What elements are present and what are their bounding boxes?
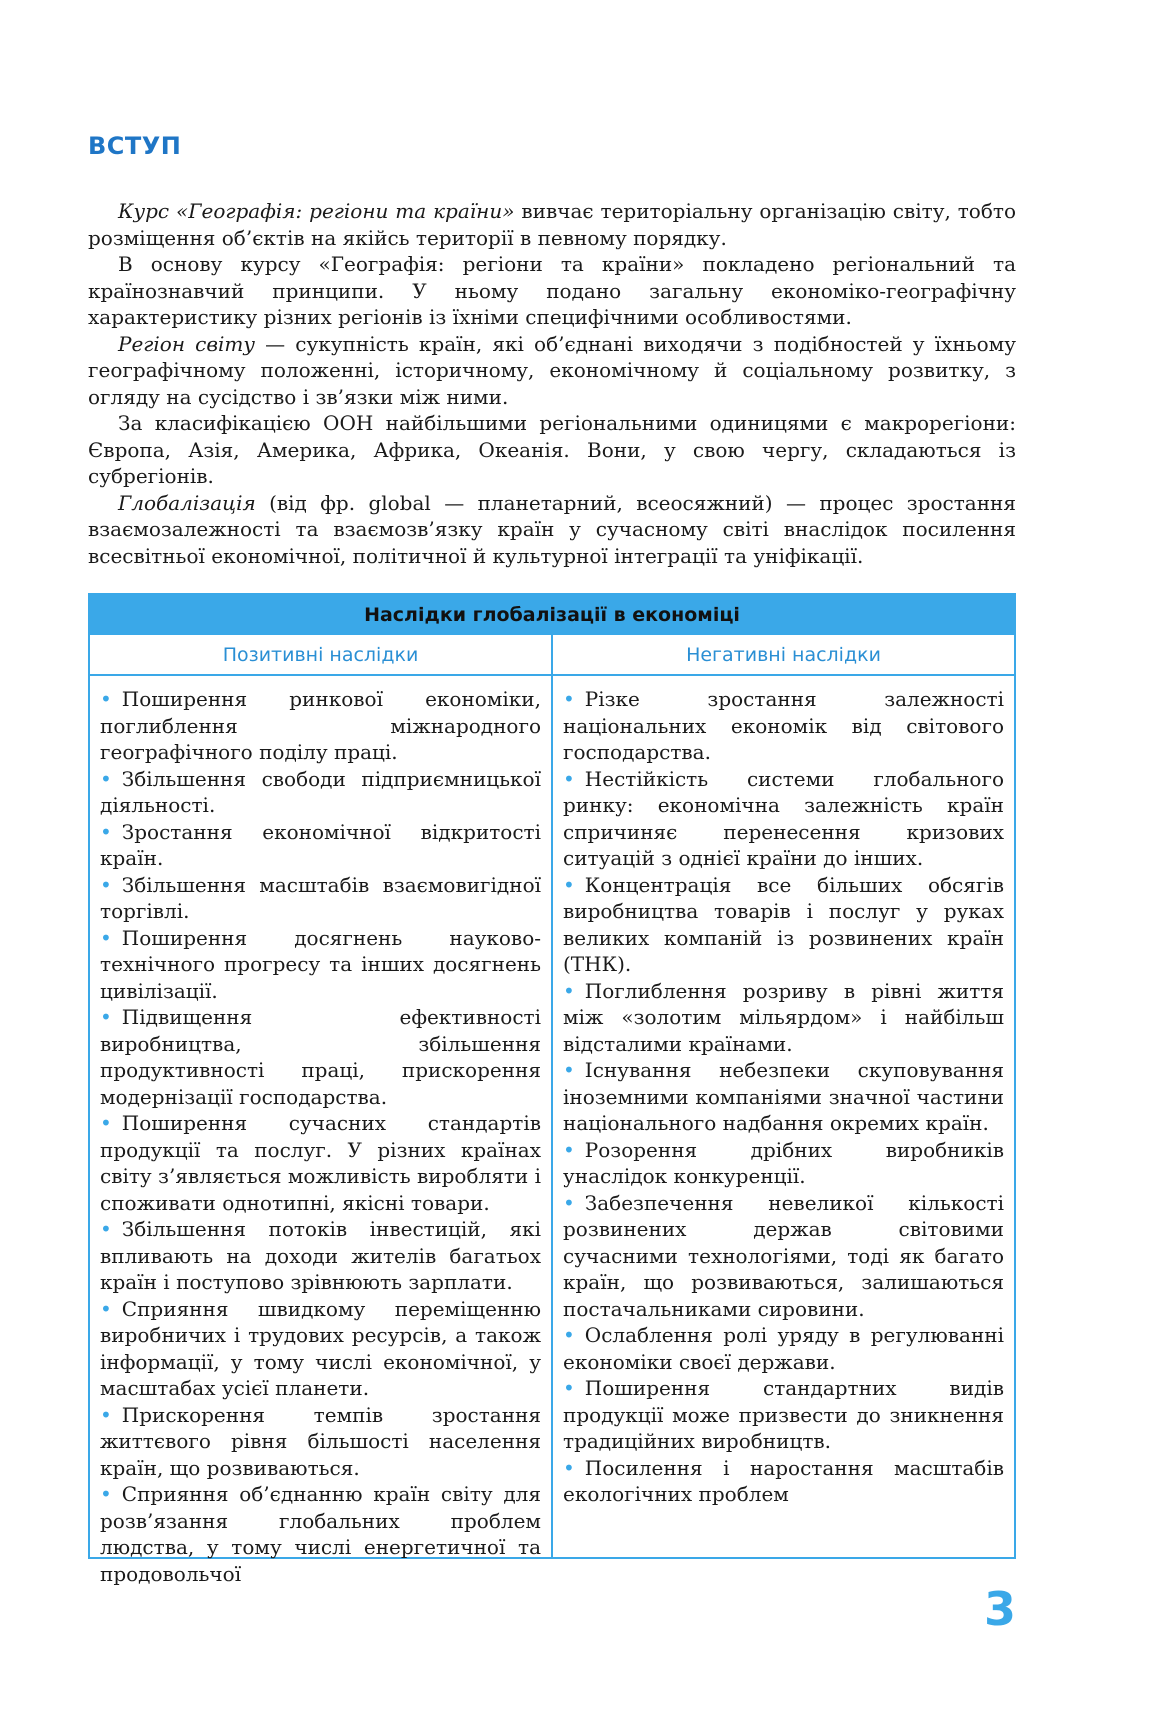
positive-item [100,1004,541,1110]
negative-item-text: Посилення і наростання масштабів екологічних проблем [563,1455,1004,1506]
bullet-icon: • [100,925,112,950]
positive-item [100,819,541,872]
table-title: Наслідки глобалізації в економіці [90,595,1014,635]
bullet-icon: • [100,1482,112,1506]
negative-item-text: Концентрація все більших обсягів виробництва товарів і послуг у руках великих компаній із розвинених країн (ТНК). [563,872,1004,976]
negative-item-text: Різке зростання залежності національних економік від світового господарства. [563,687,1004,764]
negative-item-text: Існування небезпеки скуповування іноземними компаніями значної частини національного надбання окремих країн. [563,1058,1004,1135]
positive-item-text: Збільшення масштабів взаємовигідної торгівлі. [100,872,541,923]
bullet-icon: • [100,872,112,897]
bullet-icon: • [100,1111,112,1135]
positive-item [100,686,541,766]
positive-item-text: Підвищення ефективності виробництва, збільшення продуктивності праці, прискорення модернізації господарства. [100,1005,541,1109]
bullet-icon: • [563,1190,575,1215]
positive-item [100,925,541,1005]
section-heading: ВСТУП [88,132,182,160]
negative-item-text: Поширення стандартних видів продукції може призвести до зникнення традиційних виробництв. [563,1376,1004,1453]
consequences-table [88,593,1016,1586]
negative-item [563,1190,1004,1323]
bullet-icon: • [100,1296,112,1321]
negative-item-text: Поглиблення розриву в рівні життя між «золотим мільярдом» і найбільш відсталими країнами. [563,978,1004,1056]
positive-item [100,1296,541,1402]
term-region: Регіон світу [118,331,255,356]
positive-column [90,676,553,1586]
negative-item [563,1322,1004,1375]
bullet-icon: • [100,766,112,791]
positive-item [100,1216,541,1296]
negative-item-text: Ослаблення ролі уряду в регулюванні економіки своєї держави. [563,1323,1004,1374]
positive-item [100,1481,541,1587]
bullet-icon: • [563,1137,575,1162]
bullet-icon: • [563,1323,575,1347]
positive-item [100,872,541,925]
negative-item-text: Забезпечення невеликої кількості розвинених держав світовими сучасними технологіями, тоді як багато країн, що розвиваються, залишаються постачальниками сировини. [563,1190,1004,1321]
term-globalization: Глобалізація [118,490,256,515]
bullet-icon: • [563,872,575,897]
intro-text [88,198,1016,569]
intro-paragraph-4: За класифікацією ООН найбільшими регіональними одиницями є макрорегіони: Європа, Азія, Америка, Африка, Океанія. Вони, у свою чергу, складаються із субрегіонів. [88,411,1016,488]
intro-paragraph-1-text: вивчає територіальну організацію світу, тобто розміщення об’єктів на якійсь території в певному порядку. [88,199,1016,250]
positive-item-text: Поширення сучасних стандартів продукції та послуг. У різних країнах світу з’являється можливість виробляти і споживати однотипні, якісні товари. [100,1111,541,1215]
table-header-row [90,635,1014,676]
positive-item-text: Сприяння швидкому переміщенню виробничих і трудових ресурсів, а також інформації, у тому числі економічної, у масштабах усієї планети. [100,1296,541,1400]
negative-item [563,872,1004,978]
intro-paragraph-5-text: (від фр. global — планетарний, всеосяжний) — процес зростання взаємозалежності та взаємозв’язку країн у сучасному світі внаслідок посилення всесвітньої економічної, політичної й культурної інтеграції та уніфікації. [88,490,1016,568]
positive-item-text: Прискорення темпів зростання життєвого рівня більшості населення країн, що розвиваються. [100,1402,541,1480]
negative-item [563,1137,1004,1190]
positive-item [100,766,541,819]
bullet-icon: • [100,1402,112,1427]
negative-item [563,1057,1004,1137]
negative-item [563,766,1004,872]
negative-item [563,1455,1004,1508]
negative-item-text: Нестійкість системи глобального ринку: економічна залежність країн спричиняє перенесення кризових ситуацій з однієї країни до інших. [563,766,1004,870]
bullet-icon: • [100,819,112,844]
negative-column [553,676,1014,1557]
negative-item [563,1375,1004,1455]
bullet-icon: • [563,766,575,791]
intro-paragraph-1 [88,198,1016,251]
positive-item-text: Збільшення потоків інвестицій, які впливають на доходи жителів багатьох країн і поступово зрівнюють зарплати. [100,1217,541,1294]
intro-paragraph-3-text: — сукупність країн, які об’єднані виходячи з подібностей у їхньому географічному положенні, історичному, економічному й соціальному розвитку, з огляду на сусідство і зв’язки між ними. [88,331,1016,409]
bullet-icon: • [563,687,575,711]
negative-item [563,686,1004,766]
bullet-icon: • [100,1005,112,1029]
positive-header: Позитивні наслідки [90,635,553,674]
table-body-row [90,676,1014,1586]
bullet-icon: • [100,687,112,711]
intro-paragraph-2: В основу курсу «Географія: регіони та країни» покладено регіональний та країнознавчий принципи. У ньому подано загальну економіко-географічну характеристику різних регіонів із їхніми специфічними особливостями. [88,252,1016,329]
positive-item [100,1402,541,1482]
negative-item [563,978,1004,1058]
positive-item-text: Сприяння об’єднанню країн світу для розв’язання глобальних проблем людства, у тому числі енергетичної та продовольчої [100,1482,541,1586]
positive-item-text: Збільшення свободи підприємницької діяльності. [100,766,541,817]
intro-paragraph-3 [88,331,1016,411]
positive-item-text: Поширення досягнень науково-технічного прогресу та інших досягнень цивілізації. [100,925,541,1003]
bullet-icon: • [563,978,575,1003]
bullet-icon: • [563,1455,575,1480]
intro-paragraph-5 [88,490,1016,570]
negative-item-text: Розорення дрібних виробників унаслідок конкуренції. [563,1137,1004,1188]
positive-item [100,1110,541,1216]
positive-item-text: Поширення ринкової економіки, поглиблення міжнародного географічного поділу праці. [100,687,541,764]
page-number: 3 [984,1582,1017,1636]
negative-header: Негативні наслідки [686,643,881,666]
bullet-icon: • [563,1058,575,1082]
positive-item-text: Зростання економічної відкритості країн. [100,819,541,870]
bullet-icon: • [563,1376,575,1400]
course-title: Курс «Географія: регіони та країни» [118,199,515,223]
bullet-icon: • [100,1217,112,1241]
